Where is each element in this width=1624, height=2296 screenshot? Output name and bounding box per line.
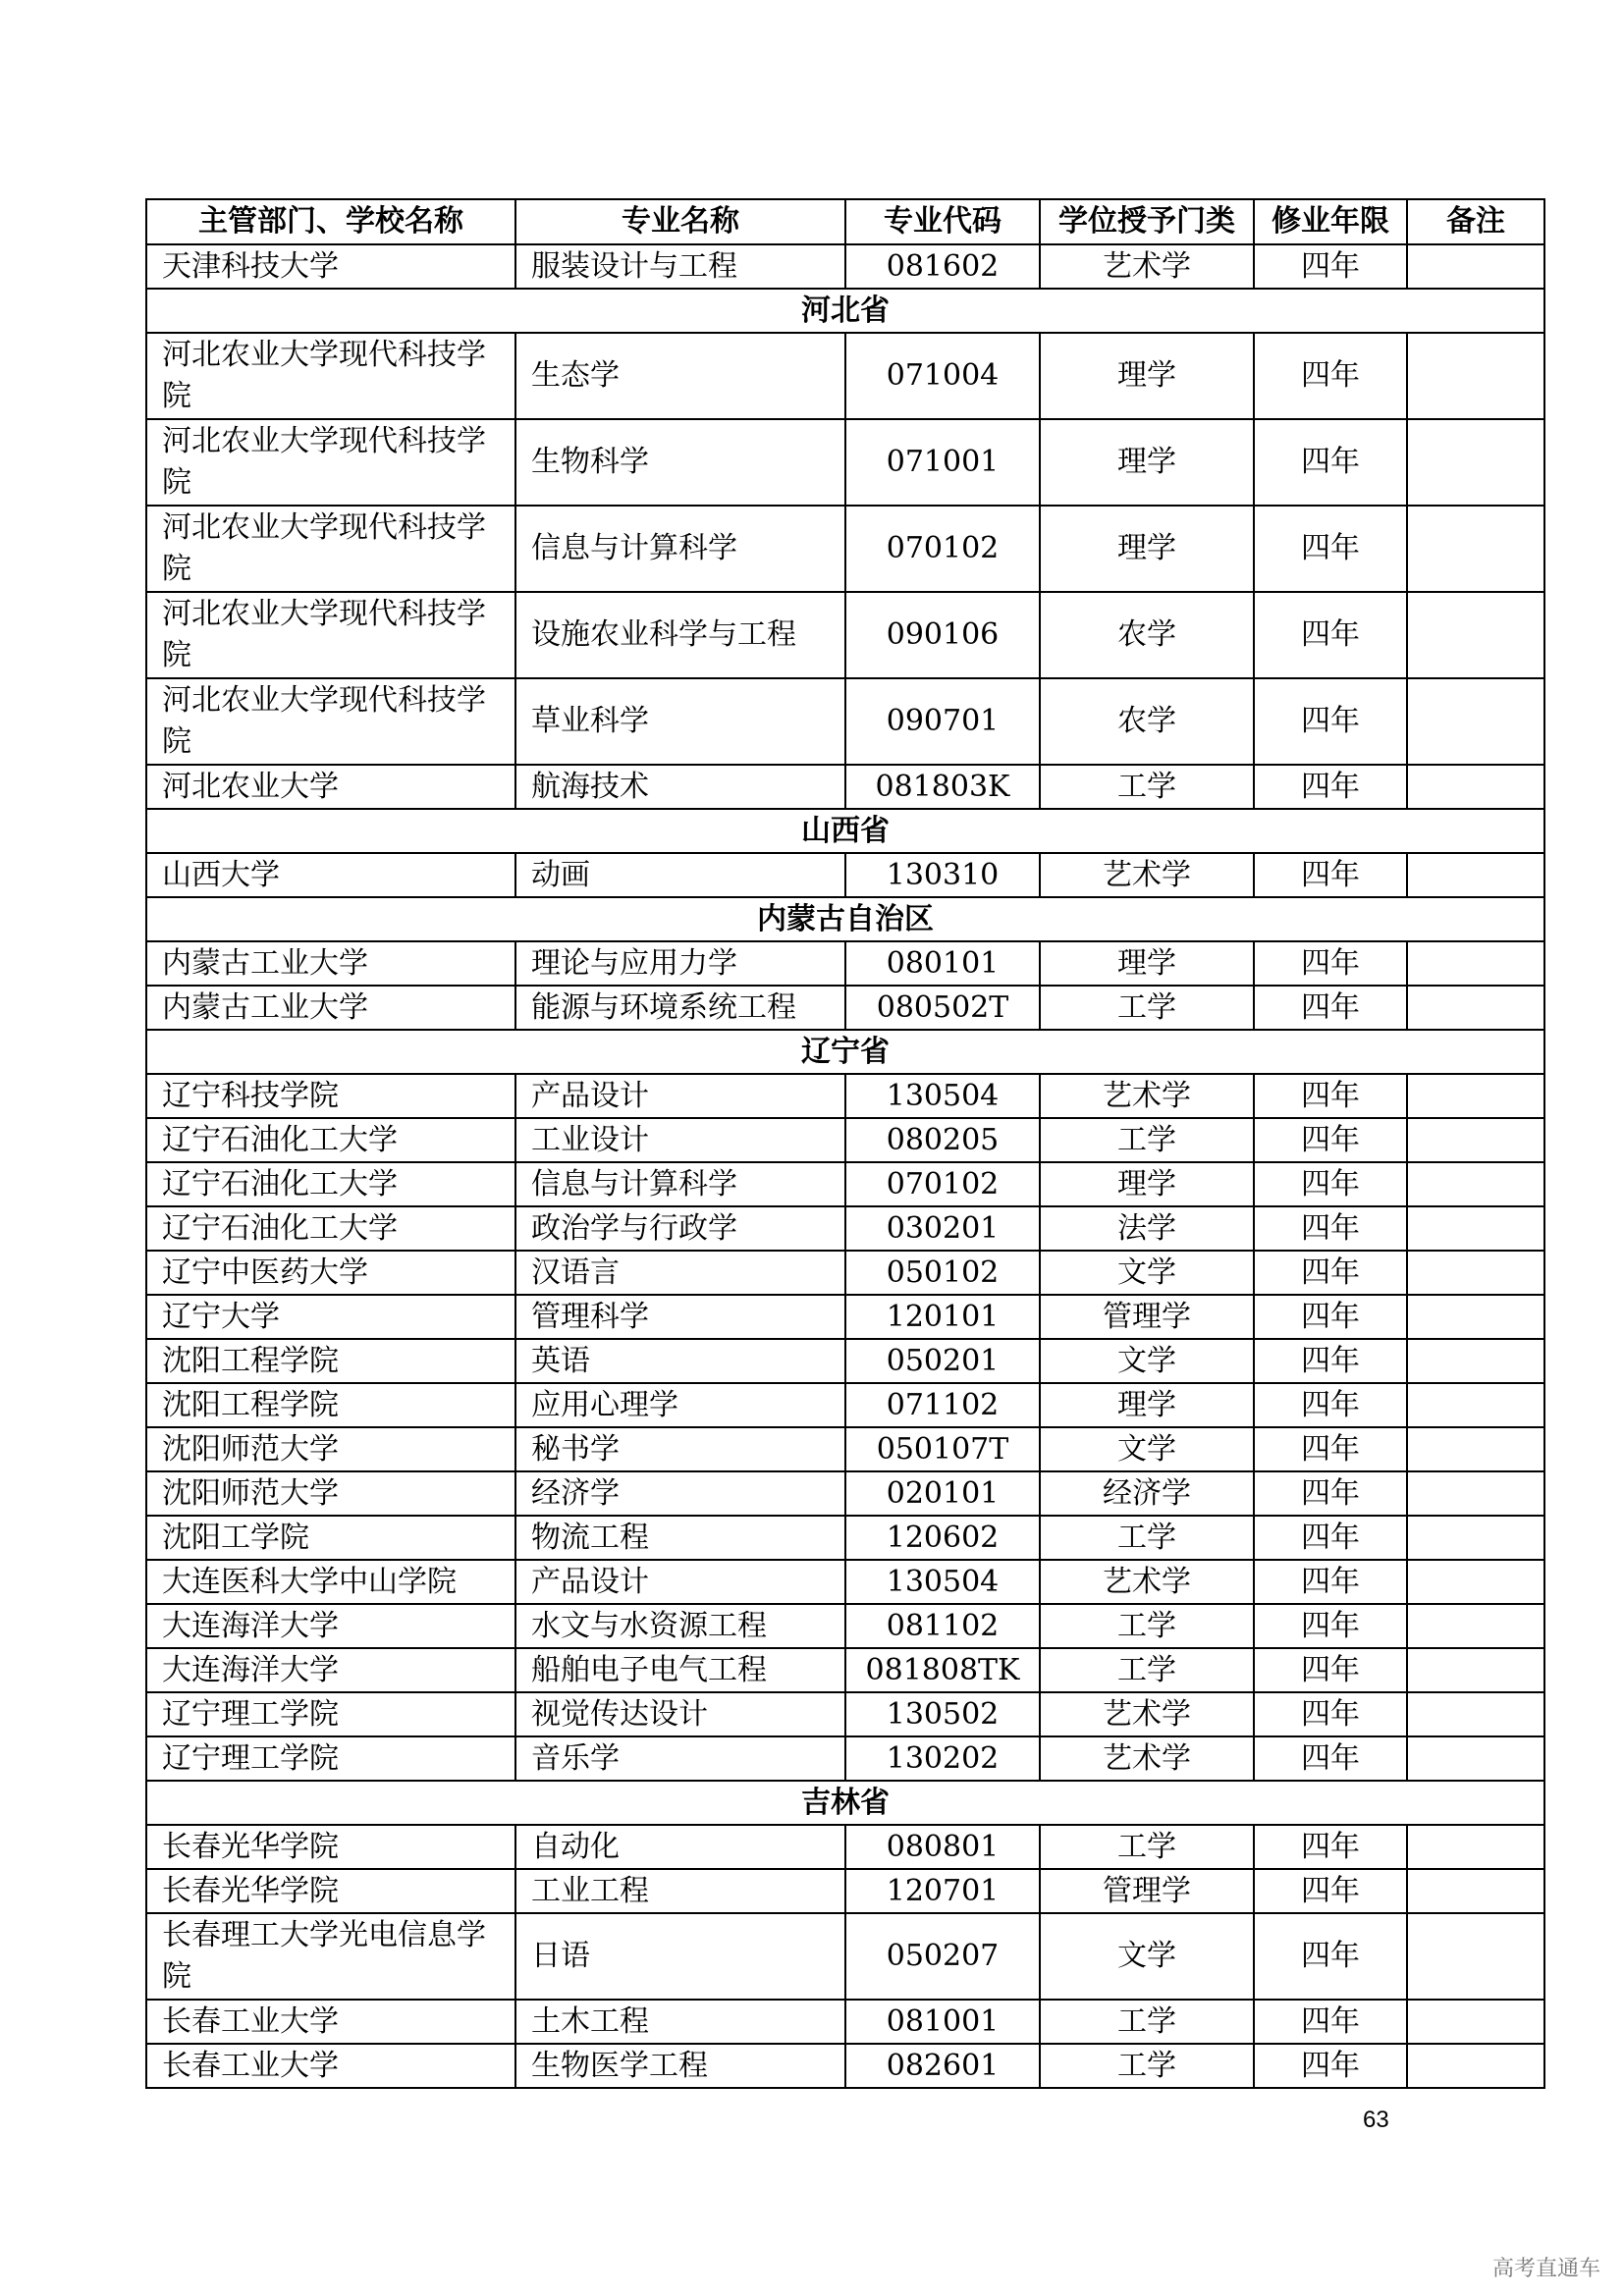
major-name-cell: 理论与应用力学 — [515, 941, 845, 986]
note-cell — [1407, 244, 1544, 289]
table-row — [146, 765, 1544, 809]
major-code-cell: 090106 — [845, 592, 1040, 678]
table-row — [146, 1692, 1544, 1736]
note-cell — [1407, 765, 1544, 809]
degree-category-cell: 理学 — [1040, 333, 1254, 419]
study-years-cell: 四年 — [1254, 986, 1407, 1030]
degree-category-cell: 理学 — [1040, 1383, 1254, 1427]
study-years-cell: 四年 — [1254, 853, 1407, 897]
major-name-cell: 土木工程 — [515, 2000, 845, 2044]
note-cell — [1407, 1206, 1544, 1251]
province-name: 辽宁省 — [146, 1030, 1544, 1074]
degree-category-cell: 文学 — [1040, 1251, 1254, 1295]
study-years-cell: 四年 — [1254, 1074, 1407, 1118]
table-row — [146, 1736, 1544, 1781]
school-name-cell: 沈阳师范大学 — [146, 1427, 515, 1471]
school-name-cell: 辽宁石油化工大学 — [146, 1118, 515, 1162]
school-name-cell: 河北农业大学现代科技学院 — [146, 419, 515, 506]
table-row — [146, 1074, 1544, 1118]
table-row — [146, 1604, 1544, 1648]
note-cell — [1407, 986, 1544, 1030]
table-row — [146, 1295, 1544, 1339]
province-name: 吉林省 — [146, 1781, 1544, 1825]
school-name-cell: 辽宁石油化工大学 — [146, 1206, 515, 1251]
table-row — [146, 1162, 1544, 1206]
study-years-cell: 四年 — [1254, 2044, 1407, 2088]
note-cell — [1407, 853, 1544, 897]
major-name-cell: 设施农业科学与工程 — [515, 592, 845, 678]
school-name-cell: 辽宁中医药大学 — [146, 1251, 515, 1295]
major-name-cell: 草业科学 — [515, 678, 845, 765]
degree-category-cell: 农学 — [1040, 678, 1254, 765]
major-name-cell: 工业工程 — [515, 1869, 845, 1913]
major-name-cell: 信息与计算科学 — [515, 1162, 845, 1206]
major-name-cell: 产品设计 — [515, 1560, 845, 1604]
degree-category-cell: 工学 — [1040, 1516, 1254, 1560]
school-name-cell: 辽宁理工学院 — [146, 1736, 515, 1781]
school-name-cell: 辽宁大学 — [146, 1295, 515, 1339]
major-code-cell: 120602 — [845, 1516, 1040, 1560]
major-name-cell: 生物医学工程 — [515, 2044, 845, 2088]
header-degree: 学位授予门类 — [1040, 199, 1254, 244]
major-code-cell: 050107T — [845, 1427, 1040, 1471]
table-row — [146, 1383, 1544, 1427]
degree-category-cell: 艺术学 — [1040, 853, 1254, 897]
school-name-cell: 大连海洋大学 — [146, 1604, 515, 1648]
study-years-cell: 四年 — [1254, 1869, 1407, 1913]
table-row — [146, 1560, 1544, 1604]
major-name-cell: 信息与计算科学 — [515, 506, 845, 592]
degree-category-cell: 工学 — [1040, 765, 1254, 809]
major-code-cell: 080101 — [845, 941, 1040, 986]
note-cell — [1407, 1427, 1544, 1471]
study-years-cell: 四年 — [1254, 1206, 1407, 1251]
table-row — [146, 2000, 1544, 2044]
study-years-cell: 四年 — [1254, 1295, 1407, 1339]
note-cell — [1407, 1736, 1544, 1781]
major-code-cell: 120101 — [845, 1295, 1040, 1339]
school-name-cell: 辽宁理工学院 — [146, 1692, 515, 1736]
major-code-cell: 030201 — [845, 1206, 1040, 1251]
study-years-cell: 四年 — [1254, 1604, 1407, 1648]
school-name-cell: 沈阳工程学院 — [146, 1383, 515, 1427]
degree-category-cell: 理学 — [1040, 506, 1254, 592]
major-name-cell: 管理科学 — [515, 1295, 845, 1339]
major-code-cell: 120701 — [845, 1869, 1040, 1913]
degree-category-cell: 理学 — [1040, 1162, 1254, 1206]
major-code-cell: 070102 — [845, 506, 1040, 592]
degree-category-cell: 工学 — [1040, 2000, 1254, 2044]
study-years-cell: 四年 — [1254, 1648, 1407, 1692]
table-row — [146, 941, 1544, 986]
table-row — [146, 678, 1544, 765]
major-code-cell: 050207 — [845, 1913, 1040, 2000]
study-years-cell: 四年 — [1254, 1471, 1407, 1516]
major-code-cell: 130202 — [845, 1736, 1040, 1781]
note-cell — [1407, 333, 1544, 419]
study-years-cell: 四年 — [1254, 1118, 1407, 1162]
major-code-cell: 081803K — [845, 765, 1040, 809]
major-name-cell: 生物科学 — [515, 419, 845, 506]
note-cell — [1407, 592, 1544, 678]
province-row — [146, 1781, 1544, 1825]
table-header-row — [146, 199, 1544, 244]
major-code-cell: 081808TK — [845, 1648, 1040, 1692]
school-name-cell: 长春理工大学光电信息学院 — [146, 1913, 515, 2000]
major-code-cell: 130504 — [845, 1074, 1040, 1118]
major-code-cell: 090701 — [845, 678, 1040, 765]
study-years-cell: 四年 — [1254, 592, 1407, 678]
school-name-cell: 长春工业大学 — [146, 2000, 515, 2044]
major-code-cell: 070102 — [845, 1162, 1040, 1206]
degree-category-cell: 艺术学 — [1040, 1692, 1254, 1736]
note-cell — [1407, 1604, 1544, 1648]
major-name-cell: 船舶电子电气工程 — [515, 1648, 845, 1692]
note-cell — [1407, 1295, 1544, 1339]
degree-category-cell: 法学 — [1040, 1206, 1254, 1251]
note-cell — [1407, 1471, 1544, 1516]
note-cell — [1407, 1339, 1544, 1383]
degree-category-cell: 工学 — [1040, 1118, 1254, 1162]
major-name-cell: 工业设计 — [515, 1118, 845, 1162]
major-name-cell: 应用心理学 — [515, 1383, 845, 1427]
major-code-cell: 130504 — [845, 1560, 1040, 1604]
table-row — [146, 333, 1544, 419]
degree-category-cell: 理学 — [1040, 419, 1254, 506]
study-years-cell: 四年 — [1254, 1427, 1407, 1471]
degree-category-cell: 管理学 — [1040, 1295, 1254, 1339]
study-years-cell: 四年 — [1254, 1383, 1407, 1427]
table-row — [146, 1869, 1544, 1913]
province-name: 河北省 — [146, 289, 1544, 333]
school-name-cell: 河北农业大学现代科技学院 — [146, 506, 515, 592]
degree-category-cell: 艺术学 — [1040, 1736, 1254, 1781]
school-name-cell: 河北农业大学现代科技学院 — [146, 333, 515, 419]
school-name-cell: 河北农业大学 — [146, 765, 515, 809]
major-code-cell: 020101 — [845, 1471, 1040, 1516]
table-row — [146, 1339, 1544, 1383]
study-years-cell: 四年 — [1254, 1913, 1407, 2000]
major-code-cell: 050102 — [845, 1251, 1040, 1295]
degree-category-cell: 文学 — [1040, 1427, 1254, 1471]
degree-category-cell: 艺术学 — [1040, 244, 1254, 289]
school-name-cell: 长春光华学院 — [146, 1825, 515, 1869]
header-years: 修业年限 — [1254, 199, 1407, 244]
table-row — [146, 1118, 1544, 1162]
table-row — [146, 244, 1544, 289]
major-name-cell: 产品设计 — [515, 1074, 845, 1118]
table-row — [146, 853, 1544, 897]
major-code-cell: 080502T — [845, 986, 1040, 1030]
major-name-cell: 音乐学 — [515, 1736, 845, 1781]
degree-category-cell: 农学 — [1040, 592, 1254, 678]
note-cell — [1407, 1162, 1544, 1206]
degree-category-cell: 工学 — [1040, 1604, 1254, 1648]
study-years-cell: 四年 — [1254, 1692, 1407, 1736]
study-years-cell: 四年 — [1254, 1516, 1407, 1560]
table-row — [146, 1913, 1544, 2000]
major-name-cell: 服装设计与工程 — [515, 244, 845, 289]
note-cell — [1407, 1251, 1544, 1295]
note-cell — [1407, 1118, 1544, 1162]
major-name-cell: 能源与环境系统工程 — [515, 986, 845, 1030]
major-code-cell: 130502 — [845, 1692, 1040, 1736]
major-name-cell: 自动化 — [515, 1825, 845, 1869]
study-years-cell: 四年 — [1254, 1736, 1407, 1781]
note-cell — [1407, 1825, 1544, 1869]
school-name-cell: 天津科技大学 — [146, 244, 515, 289]
major-code-cell: 071001 — [845, 419, 1040, 506]
study-years-cell: 四年 — [1254, 244, 1407, 289]
major-code-cell: 071004 — [845, 333, 1040, 419]
study-years-cell: 四年 — [1254, 506, 1407, 592]
table-row — [146, 2044, 1544, 2088]
major-name-cell: 航海技术 — [515, 765, 845, 809]
majors-table — [145, 198, 1545, 2089]
note-cell — [1407, 1560, 1544, 1604]
page-number: 63 — [1363, 2107, 1389, 2133]
major-code-cell: 130310 — [845, 853, 1040, 897]
header-school: 主管部门、学校名称 — [146, 199, 515, 244]
header-code: 专业代码 — [845, 199, 1040, 244]
school-name-cell: 辽宁石油化工大学 — [146, 1162, 515, 1206]
school-name-cell: 内蒙古工业大学 — [146, 941, 515, 986]
note-cell — [1407, 2000, 1544, 2044]
province-row — [146, 289, 1544, 333]
study-years-cell: 四年 — [1254, 1339, 1407, 1383]
school-name-cell: 沈阳工程学院 — [146, 1339, 515, 1383]
table-row — [146, 1471, 1544, 1516]
note-cell — [1407, 419, 1544, 506]
note-cell — [1407, 2044, 1544, 2088]
note-cell — [1407, 678, 1544, 765]
note-cell — [1407, 1913, 1544, 2000]
major-code-cell: 050201 — [845, 1339, 1040, 1383]
table-row — [146, 1825, 1544, 1869]
degree-category-cell: 工学 — [1040, 2044, 1254, 2088]
school-name-cell: 河北农业大学现代科技学院 — [146, 592, 515, 678]
degree-category-cell: 经济学 — [1040, 1471, 1254, 1516]
province-row — [146, 809, 1544, 853]
school-name-cell: 河北农业大学现代科技学院 — [146, 678, 515, 765]
study-years-cell: 四年 — [1254, 1560, 1407, 1604]
study-years-cell: 四年 — [1254, 419, 1407, 506]
header-major: 专业名称 — [515, 199, 845, 244]
major-name-cell: 生态学 — [515, 333, 845, 419]
school-name-cell: 长春工业大学 — [146, 2044, 515, 2088]
study-years-cell: 四年 — [1254, 1162, 1407, 1206]
degree-category-cell: 工学 — [1040, 1825, 1254, 1869]
province-name: 内蒙古自治区 — [146, 897, 1544, 941]
degree-category-cell: 工学 — [1040, 1648, 1254, 1692]
school-name-cell: 辽宁科技学院 — [146, 1074, 515, 1118]
degree-category-cell: 工学 — [1040, 986, 1254, 1030]
school-name-cell: 大连海洋大学 — [146, 1648, 515, 1692]
note-cell — [1407, 1074, 1544, 1118]
study-years-cell: 四年 — [1254, 1251, 1407, 1295]
study-years-cell: 四年 — [1254, 678, 1407, 765]
major-name-cell: 物流工程 — [515, 1516, 845, 1560]
table-row — [146, 986, 1544, 1030]
note-cell — [1407, 1383, 1544, 1427]
table-row — [146, 592, 1544, 678]
major-name-cell: 经济学 — [515, 1471, 845, 1516]
table-body — [146, 244, 1544, 2088]
degree-category-cell: 艺术学 — [1040, 1074, 1254, 1118]
school-name-cell: 沈阳师范大学 — [146, 1471, 515, 1516]
major-code-cell: 080801 — [845, 1825, 1040, 1869]
note-cell — [1407, 1648, 1544, 1692]
major-name-cell: 英语 — [515, 1339, 845, 1383]
major-code-cell: 082601 — [845, 2044, 1040, 2088]
degree-category-cell: 理学 — [1040, 941, 1254, 986]
study-years-cell: 四年 — [1254, 2000, 1407, 2044]
major-code-cell: 081001 — [845, 2000, 1040, 2044]
table-row — [146, 1427, 1544, 1471]
major-code-cell: 081102 — [845, 1604, 1040, 1648]
note-cell — [1407, 1869, 1544, 1913]
major-code-cell: 071102 — [845, 1383, 1040, 1427]
province-row — [146, 897, 1544, 941]
province-row — [146, 1030, 1544, 1074]
major-name-cell: 日语 — [515, 1913, 845, 2000]
major-name-cell: 汉语言 — [515, 1251, 845, 1295]
table-row — [146, 1516, 1544, 1560]
school-name-cell: 沈阳工学院 — [146, 1516, 515, 1560]
school-name-cell: 内蒙古工业大学 — [146, 986, 515, 1030]
degree-category-cell: 管理学 — [1040, 1869, 1254, 1913]
province-name: 山西省 — [146, 809, 1544, 853]
watermark: 高考直通车 — [1491, 2257, 1600, 2281]
table-row — [146, 506, 1544, 592]
major-name-cell: 秘书学 — [515, 1427, 845, 1471]
school-name-cell: 山西大学 — [146, 853, 515, 897]
table-row — [146, 1648, 1544, 1692]
degree-category-cell: 文学 — [1040, 1339, 1254, 1383]
table-row — [146, 1251, 1544, 1295]
study-years-cell: 四年 — [1254, 333, 1407, 419]
header-note: 备注 — [1407, 199, 1544, 244]
major-name-cell: 动画 — [515, 853, 845, 897]
major-name-cell: 视觉传达设计 — [515, 1692, 845, 1736]
study-years-cell: 四年 — [1254, 941, 1407, 986]
major-name-cell: 政治学与行政学 — [515, 1206, 845, 1251]
study-years-cell: 四年 — [1254, 1825, 1407, 1869]
note-cell — [1407, 1516, 1544, 1560]
note-cell — [1407, 941, 1544, 986]
major-code-cell: 080205 — [845, 1118, 1040, 1162]
table-row — [146, 419, 1544, 506]
degree-category-cell: 文学 — [1040, 1913, 1254, 2000]
table-row — [146, 1206, 1544, 1251]
major-name-cell: 水文与水资源工程 — [515, 1604, 845, 1648]
school-name-cell: 大连医科大学中山学院 — [146, 1560, 515, 1604]
note-cell — [1407, 506, 1544, 592]
note-cell — [1407, 1692, 1544, 1736]
school-name-cell: 长春光华学院 — [146, 1869, 515, 1913]
study-years-cell: 四年 — [1254, 765, 1407, 809]
major-code-cell: 081602 — [845, 244, 1040, 289]
degree-category-cell: 艺术学 — [1040, 1560, 1254, 1604]
